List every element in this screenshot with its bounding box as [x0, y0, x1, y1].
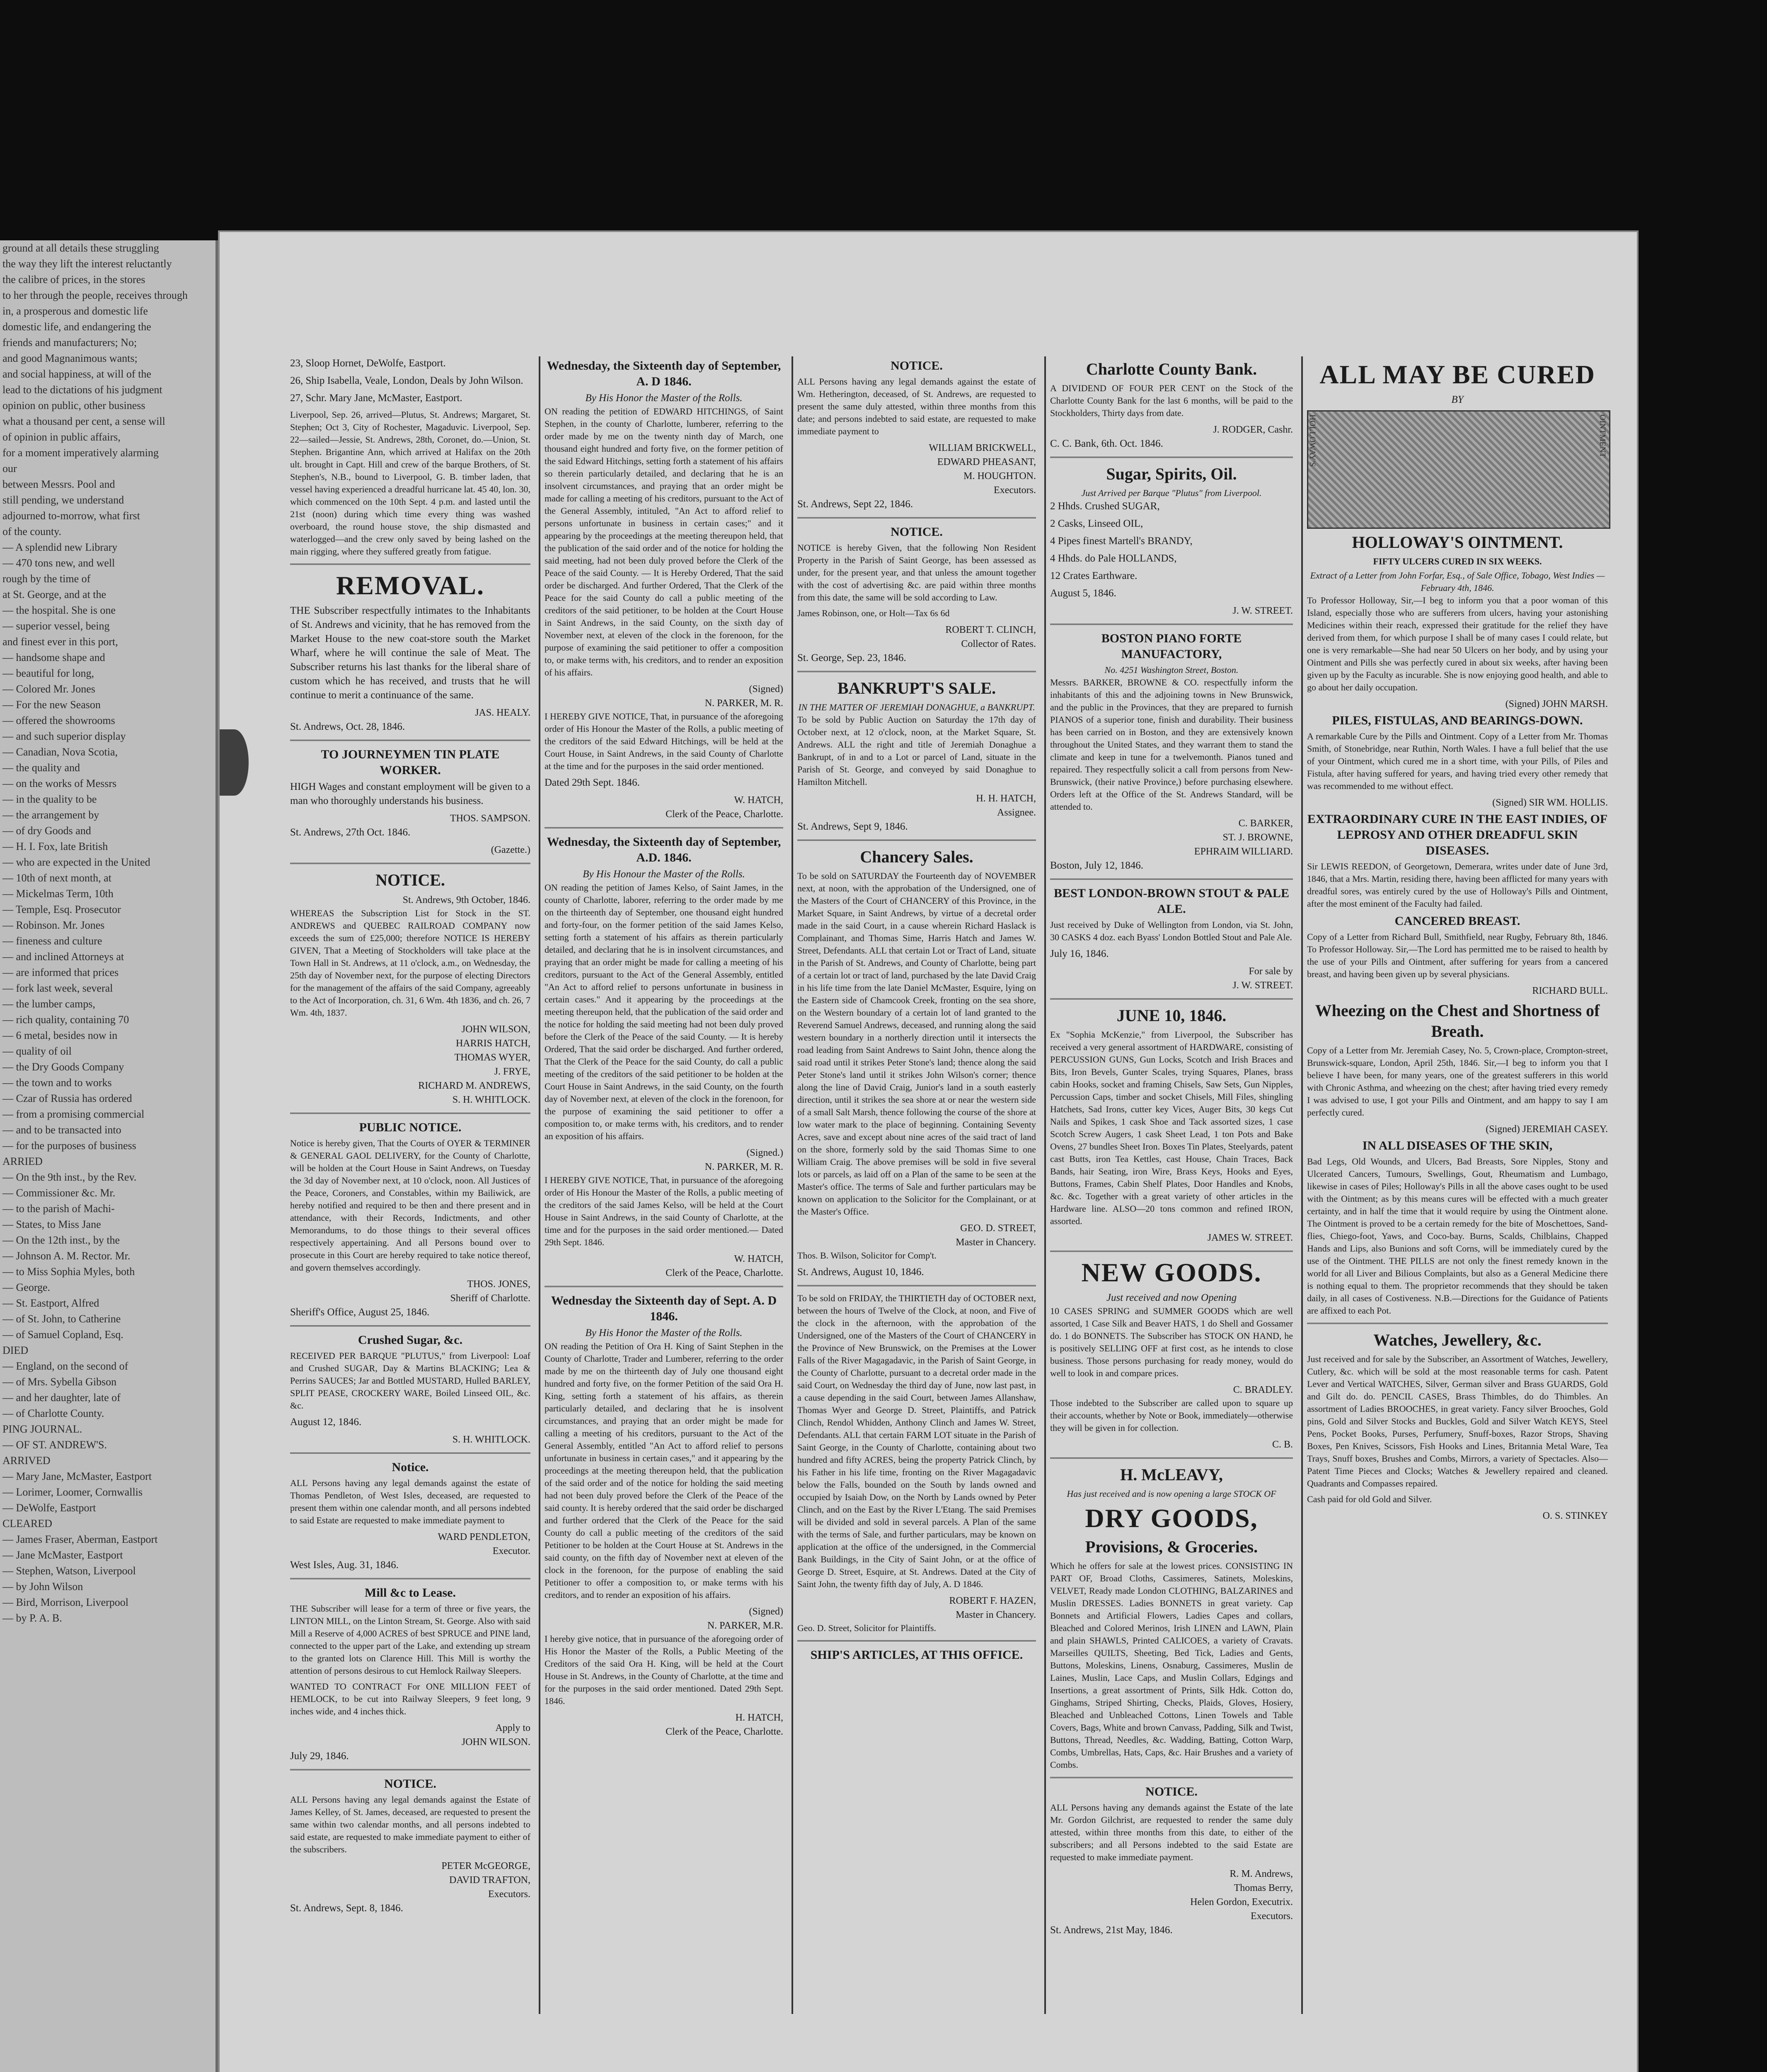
king-order-by: By His Honor the Master of the Rolls.: [585, 1327, 743, 1339]
tin-plate-title: TO JOURNEYMEN TIN PLATE WORKER.: [321, 748, 500, 777]
new-goods-subtitle: Just received and now Opening: [1106, 1292, 1237, 1303]
divider: [797, 1640, 1036, 1641]
left-fragment-line: still pending, we understand: [2, 494, 124, 506]
rates-notice-body: NOTICE is hereby Given, that the following Non Resident Property in the Parish of Saint George, has been assessed as under, for the present year, and that unless the amount together with the cost of advertising &c. are paid within three months from this date, the same will be sold according to Law.: [797, 542, 1036, 603]
divider: [290, 740, 530, 741]
railroad-signer: RICHARD M. ANDREWS,: [418, 1080, 530, 1091]
left-fragment-line: — 470 tons new, and well: [2, 557, 115, 569]
railroad-signer: J. FRYE,: [494, 1066, 530, 1077]
hetherington-dateline: St. Andrews, Sept 22, 1846.: [797, 499, 913, 510]
chancery-role: Master in Chancery.: [956, 1237, 1036, 1248]
left-fragment-line: — Jane McMaster, Eastport: [2, 1549, 123, 1561]
left-fragment-line: — DeWolfe, Eastport: [2, 1502, 96, 1514]
rates-notice-item: James Robinson, one, or Holt—Tax 6s 6d: [797, 608, 950, 618]
holloway-heading-leprosy: EXTRAORDINARY CURE IN THE EAST INDIES, OF LEPROSY AND OTHER DREADFUL SKIN DISEASES.: [1307, 812, 1608, 857]
stout-signature: J. W. STREET.: [1232, 980, 1293, 991]
piano-signer: ST. J. BROWNE,: [1222, 832, 1293, 843]
hetherington-role: Executors.: [994, 485, 1036, 496]
left-fragment-line: — Stephen, Watson, Liverpool: [2, 1565, 136, 1577]
ships-articles-footer: SHIP'S ARTICLES, AT THIS OFFICE.: [810, 1648, 1023, 1662]
railroad-notice-body: WHEREAS the Subscription List for Stock in the ST. ANDREWS and QUEBEC RAILROAD COMPANY now exceeds the sum of £25,000; therefore NOTICE IS HEREBY GIVEN, That a Meeting of Stockholders will take place at the Town Hall in St. Andrews, at 11 o'clock, a.m., on Wednesday, the 25th day of November next, for the purpose of electing Directors for the management of the affairs of the said Company, agreeably to the Act of Incorporation, ch. 31, 6 Wm. 4th 1836, and ch. 26, 7 Wm. 4th, 1837.: [290, 908, 530, 1018]
hitchings-order-body: ON reading the petition of EDWARD HITCHINGS, of Saint Stephen, in the county of Charlotte, lumberer, referring to the order made by me on the twenty ninth day of March, one thousand eight hundred and forty five, on the former petition of the said Edward Hitchings, setting forth a statement of his affairs so therein particularly detailed, and declaring that he is an insolvent circumstances, and praying that an order might be made for calling a meeting of his creditors, pursuant to the Act of the General Assembly, intituled, "An Act to afford relief to persons unfortunate in business in certain cases;" and it appearing by the proceedings at the meeting thereupon held, that the publication of the said order and of the notice for holding the said meeting, had not been duly proved before the Clerk of the Peace of the said County. — It is Hereby Ordered, That the said order be discharged. And further Ordered, That the Clerk of the Peace for the said County do call a public meeting of the creditors of the said petitioner, to be holden at the Court House in Saint Andrews, in the said County, on the sixth day of November next, at eleven of the clock in the forenoon, for the purpose of examining the said petitioner to offer a composition to, or make terms with, his creditors, and to render an exposition of his affairs.: [545, 406, 783, 678]
holloway-signature: (Signed) JOHN MARSH.: [1505, 699, 1608, 709]
new-goods-initials: C. B.: [1272, 1439, 1293, 1450]
bankrupt-sale-dateline: St. Andrews, Sept 9, 1846.: [797, 821, 908, 832]
west-isles-notice-body: ALL Persons having any legal demands against the estate of Thomas Pendleton, of West Isles, deceased, are requested to present them within one calendar month, and all persons indebted to said Estate are requested to make immediate payment to: [290, 1478, 530, 1525]
bank-signature: J. RODGER, Cashr.: [1213, 424, 1293, 435]
left-fragment-line: — Temple, Esq. Prosecutor: [2, 903, 121, 915]
left-fragment-line: — the hospital. She is one: [2, 604, 116, 616]
king-order-signature: N. PARKER, M.R.: [707, 1620, 783, 1631]
mill-to-lease-dateline: July 29, 1846.: [290, 1750, 349, 1762]
crushed-sugar-dateline: August 12, 1846.: [290, 1416, 362, 1428]
holloway-heading: HOLLOWAY'S OINTMENT.: [1352, 533, 1563, 552]
left-fragment-line: domestic life, and endangering the: [2, 321, 151, 333]
left-fragment-line: ground at all details these struggling: [2, 242, 159, 254]
rates-notice-title: NOTICE.: [891, 525, 943, 539]
left-fragment-line: — in the quality to be: [2, 793, 97, 805]
hetherington-signer: EDWARD PHEASANT,: [937, 457, 1036, 467]
public-notice-title: PUBLIC NOTICE.: [359, 1121, 462, 1134]
piano-title: BOSTON PIANO FORTE MANUFACTORY,: [1101, 632, 1242, 661]
mill-to-lease-body: THE Subscriber will lease for a term of three or five years, the LINTON MILL, on the Linton Stream, St. George. Also with said Mill a Reserve of 4,000 ACRES of best SPRUCE and PINE land, connected to the upper part of the Lake, and extending up stream to the granted lots on Clarence Hill. This Mill is worthy the attention of persons desirous to cut Hemlock Railway Sleepers.: [290, 1603, 530, 1676]
left-fragment-line: — On the 9th inst., by the Rev.: [2, 1171, 137, 1183]
hitchings-order-title: Wednesday, the Sixteenth day of September, A. D 1846.: [547, 359, 781, 388]
tin-plate-dateline: St. Andrews, 27th Oct. 1846.: [290, 827, 411, 838]
left-fragment-line: — from a promising commercial: [2, 1108, 145, 1120]
left-fragment-line: — For the new Season: [2, 699, 101, 711]
king-notice-body: I hereby give notice, that in pursuance of the aforegoing order of His Honor the Master of the Rolls, a Public Meeting of the Creditors of the said Ora H. King, will be held at the Court House in St. Andrews, in the County of Charlotte, at the time and for the purposes in the said order mentioned. Dated 29th Sept. 1846.: [545, 1634, 783, 1706]
hitchings-notice-dateline: Dated 29th Sept. 1846.: [545, 777, 640, 788]
railroad-signer: THOMAS WYER,: [454, 1052, 530, 1063]
left-fragment-line: — superior vessel, being: [2, 620, 110, 632]
left-fragment-line: — on the works of Messrs: [2, 777, 117, 789]
kelley-notice-role: Executors.: [488, 1889, 530, 1900]
hetherington-signer: WILLIAM BRICKWELL,: [929, 443, 1036, 453]
new-goods-body: 10 CASES SPRING and SUMMER GOODS which are well assorted, 1 Case Silk and Beaver HATS, 1 do Shell and Gossamer do. 1 do BONNETS. The Subscriber has STOCK ON HAND, he is positively SELLING OFF at first cost, as he intends to close business. Those persons purchasing for ready money, would do well to look in and compare prices.: [1050, 1306, 1293, 1378]
kelso-order-title: Wednesday, the Sixteenth day of September, A.D. 1846.: [547, 835, 781, 864]
divider: [1050, 1457, 1293, 1459]
sugar-signature: J. W. STREET.: [1232, 605, 1293, 616]
left-fragment-line: at St. George, and at the: [2, 588, 107, 600]
divider: [1050, 998, 1293, 1000]
left-fragment-line: — for the purposes of business: [2, 1140, 136, 1152]
bank-dateline: C. C. Bank, 6th. Oct. 1846.: [1050, 438, 1163, 449]
holloway-side-label-right: OINTMENT: [1598, 414, 1607, 458]
gilchrist-signer: R. M. Andrews,: [1230, 1869, 1293, 1879]
chancery-sales-body-2: To be sold on FRIDAY, the THIRTIETH day of OCTOBER next, between the hours of Twelve of the Clock, at noon, and Five of the clock in the afternoon, with the approbation of the Undersigned, one of the Masters of the Court of CHANCERY in the Province of New Brunswick, on the Premises at the Lower Falls of the River Magagadavic, in the Parish of Saint George, in the County of Charlotte, pursuant to a decretal order made in the said Court, on Wednesday the third day of June, now last past, in a cause depending in the said Court, between James Allanshaw, Thomas Wyer and George D. Street, Plaintiffs, and Patrick Clinch, Rendol Whidden, Anthony Clinch and James W. Street, Defendants. ALL that certain FARM LOT situate in the Parish of Saint George, in the County of Charlotte, containing about two hundred and fifty ACRES, being the property Patrick Clinch, by his Father in his life time, fronting on the River Magagadavic below the Falls, bounded on the South by lands owned and occupied by Isaiah Dow, on the North by Lands owned by Peter Clinch, and on the East by the River L'Etang. The said Premises will be divided and sold in several parcels. A Plan of the same with the terms of Sale, and further particulars, may be known on application at the office of the undersigned, in the Commercial Bank Buildings, in the City of Saint John, or at the office of George D. Street, Esquire, at St. Andrews. Dated at the City of Saint John, the twenty fifth day of July, A. D 1846.: [797, 1293, 1036, 1589]
left-fragment-line: — of Mrs. Sybella Gibson: [2, 1376, 117, 1388]
tin-plate-body: HIGH Wages and constant employment will be given to a man who thoroughly understands his business.: [290, 781, 530, 806]
hardware-title: JUNE 10, 1846.: [1116, 1006, 1227, 1025]
divider: [290, 863, 530, 864]
left-fragment-line: — Bird, Morrison, Liverpool: [2, 1596, 129, 1608]
left-fragment-line: CLEARED: [2, 1518, 52, 1530]
kelley-notice-signer: DAVID TRAFTON,: [449, 1875, 530, 1886]
piano-dateline: Boston, July 12, 1846.: [1050, 860, 1144, 871]
left-fragment-line: — Lorimer, Loomer, Cornwallis: [2, 1486, 143, 1498]
hetherington-notice-title: NOTICE.: [891, 359, 943, 373]
left-fragment-line: the calibre of prices, in the stores: [2, 274, 145, 286]
left-fragment-line: — George.: [2, 1281, 51, 1293]
holloway-heading-wheezing: Wheezing on the Chest and Shortness of Breath.: [1315, 1001, 1600, 1041]
mill-to-lease-wanted: WANTED TO CONTRACT For ONE MILLION FEET of HEMLOCK, to be cut into Railway Sleepers, 9 feet long, 9 inches wide, and 4 inches thick.: [290, 1681, 530, 1716]
chancery-signature: GEO. D. STREET,: [960, 1223, 1036, 1234]
bank-body: A DIVIDEND OF FOUR PER CENT on the Stock of the Charlotte County Bank for the last 6 months, will be paid to the Stockholders, Thirty days from date.: [1050, 383, 1293, 418]
sugar-item: 2 Casks, Linseed OIL,: [1050, 518, 1143, 529]
mill-to-lease-title: Mill &c to Lease.: [365, 1586, 456, 1600]
piano-signer: EPHRAIM WILLIARD.: [1194, 846, 1293, 857]
chancery-solicitor-2: Geo. D. Street, Solicitor for Plaintiffs.: [797, 1623, 937, 1633]
left-fragment-line: — Commissioner &c. Mr.: [2, 1187, 116, 1199]
gilchrist-dateline: St. Andrews, 21st May, 1846.: [1050, 1924, 1173, 1936]
left-fragment-line: — H. I. Fox, late British: [2, 840, 108, 852]
railroad-signer: HARRIS HATCH,: [455, 1038, 530, 1049]
bankrupt-sale-body: To be sold by Public Auction on Saturday the 17th day of October next, at 12 o'clock, noon, at the Market Square, St. Andrews. ALL the right and title of Jeremiah Donaghue a Bankrupt, of in and to a Lot or parcel of Land, situate in the Parish of St. George, and conveyed by said Donaghue to Hamilton Mitchell.: [797, 714, 1036, 787]
chancery-sales-body: To be sold on SATURDAY the Fourteenth day of NOVEMBER next, at noon, with the approbation of the Undersigned, one of the Masters of the Court of CHANCERY of this Province, in the Market Square, in Saint Andrews, by virtue of a decretal order made in the said Court, in a cause wherein Richard Haslack is Complainant, and Thomas Sime, Harris Hatch and James W. Street, Defendants. ALL that certain Lot or Tract of Land, situate in the Parish of St. Andrews, and County of Charlotte, being part of a certain lot or tract of land, purchased by the late David Craig in his life time from the late Daniel McMaster, Esquire, lying on the Eastern side of Chamcook Creek, fronting on the sea shore, on the Western boundary of a certain lot of land granted to the Reverend Samuel Andrews, deceased, and running along the said western boundary in a northerly direction until it intersects the road leading from Saint Andrews to Saint John, thence along the said road until it strikes Peter Stone's land; thence along the said Peter Stone's land until it strikes John Wilson's corner; thence along the line of David Craig, Junior's land in a south easterly direction, until it strikes the sea shore at or near the western side of a small Salt Marsh, thence following the course of the shore at low water mark to the place of beginning. Containing Seventy Acres, save and except about nine acres of the said tract of land on the shore, formerly sold by the said Thomas Sime to one William Craig. The above premises will be sold in five several lots or parcels, as laid off on a Plan of the same to be seen at the Master's office. The terms of Sale and further particulars may be known on application to the Solicitor for the Complainant, or at the Master's Office.: [797, 871, 1036, 1217]
king-order-title: Wednesday the Sixteenth day of Sept. A. D 1846.: [551, 1294, 777, 1323]
divider: [290, 1113, 530, 1114]
left-fragment-line: adjourned to-morrow, what first: [2, 510, 140, 522]
shipping-news: Liverpool, Sep. 26, arrived—Plutus, St. Andrews; Margaret, St. Stephen; Oct 3, City of Rochester, Magaduvic. Liverpool, Sep. 22—sailed—Jessie, St. Andrews, 28th, Coronet, do.—Union, St. Stephen. Brigantine Ann, which arrived at Halifax on the 20th ult. brought in Capt. Hill and crew of the barque Brothers, of St. Stephen's, N.B., bound to Liverpool, G. B. timber laden, that vessel having experienced a dreadful hurricane lat. 45 40, lon. 30, which commenced on the 10th Sept. 4 p.m. and lasted until the 21st (noon) during which time every thing was washed overboard, the round house stove, the ship dismasted and waterlogged—and the crew only saved by being lashed on the main rigging, where they suffered greatly from fatigue.: [290, 409, 530, 557]
left-fragment-line: and social happiness, at will of the: [2, 368, 151, 380]
chancery-solicitor: Thos. B. Wilson, Solicitor for Comp't.: [797, 1250, 937, 1261]
kelley-notice-body: ALL Persons having any legal demands against the Estate of James Kelley, of St. James, deceased, are requested to present the same within two calendar months, and all persons indebted to said estate, are requested to make immediate payment to either of the subscribers.: [290, 1794, 530, 1854]
left-fragment-line: between Messrs. Pool and: [2, 478, 115, 490]
kelley-notice-title: NOTICE.: [384, 1777, 436, 1791]
divider: [797, 1285, 1036, 1286]
hetherington-signer: M. HOUGHTON.: [963, 471, 1036, 482]
column-1: [286, 356, 535, 2014]
left-fragment-line: — Johnson A. M. Rector. Mr.: [2, 1250, 131, 1262]
king-order-signed: (Signed): [749, 1606, 783, 1617]
watches-body: Just received and for sale by the Subscriber, an Assortment of Watches, Jewellery, Cutlery, &c. which will be sold at the most reasonable terms for cash. Patent Lever and Vertical WATCHES, Silver, German silver and Brass GUARDS, Gold and Gilt do. do. PENCIL CASES, Brass Thimbles, do do Thimbles. An assortment of Ladies BROOCHES, in great variety. Fancy silver Brooches, Gold pins, Gold and Silver Stocks and Buckles, Gold and Silver Watch KEYS, Steel Pens, Pocket Books, Purses, Perfumery, Snuff-boxes, Razor Strops, Shaving Boxes, Pen Knives, Scissors, Fish Hooks and Lines, Britannia Metal Ware, Tea Trays, Snuff boxes, Brushes and Combs, Mirrors, a variety of Spectacles. Also—Patent Time Pieces and Clocks; Watches & Jewellery repaired and cleaned. Quadrants and Compasses repaired.: [1307, 1354, 1608, 1489]
stout-prefix: For sale by: [1249, 966, 1293, 977]
left-fragment-line: — the lumber camps,: [2, 998, 95, 1010]
west-isles-notice-dateline: West Isles, Aug. 31, 1846.: [290, 1559, 399, 1571]
kelso-notice-signature: W. HATCH,: [734, 1254, 783, 1264]
public-notice-dateline: Sheriff's Office, August 25, 1846.: [290, 1307, 430, 1318]
gilchrist-signer: Thomas Berry,: [1234, 1883, 1293, 1893]
divider: [290, 564, 530, 565]
left-fragment-line: — and inclined Attorneys at: [2, 951, 124, 963]
new-goods-signature: C. BRADLEY.: [1233, 1385, 1293, 1395]
divider: [290, 1325, 530, 1326]
left-fragment-line: lead to the dictations of his judgment: [2, 384, 162, 396]
left-fragment-line: of opinion in public affairs,: [2, 431, 121, 443]
left-fragment-line: DIED: [2, 1344, 29, 1356]
bankrupt-sale-title: BANKRUPT'S SALE.: [837, 679, 996, 697]
left-fragment-line: — handsome shape and: [2, 651, 105, 663]
stout-body: Just received by Duke of Wellington from London, via St. John, 30 CASKS 4 doz. each Byass' London Bottled Stout and Pale Ale.: [1050, 920, 1293, 942]
holloway-signature-wheezing: (Signed) JEREMIAH CASEY.: [1486, 1124, 1608, 1135]
left-fragment-line: — by P. A. B.: [2, 1612, 62, 1624]
bankrupt-sale-role: Assignee.: [997, 807, 1036, 818]
crushed-sugar-signature: S. H. WHITLOCK.: [452, 1434, 530, 1445]
tin-plate-source: (Gazette.): [491, 845, 530, 855]
west-isles-notice-role: Executor.: [492, 1546, 530, 1556]
left-fragment-line: — Czar of Russia has ordered: [2, 1092, 132, 1104]
public-notice-body: Notice is hereby given, That the Courts of OYER & TERMINER & GENERAL GAOL DELIVERY, for the County of Charlotte, will be holden at the Court House in Saint Andrews, on Tuesday the 3d day of November next, at 10 o'clock, noon. All Justices of the Peace, Coroners, and Constables, within my Bailiwick, are hereby notified and required to be then and there present and in attendance, with their Records, Indictments, and other Memorandums, to do those things to their several offices respectively appertaining. And all Persons bound over to prosecute in this Court are hereby required to take notice thereof, and govern themselves accordingly.: [290, 1138, 530, 1273]
holloway-body: To Professor Holloway, Sir,—I beg to inform you that a poor woman of this Island, especially those who are sufferers from ulcers, having your astonishing Medicines within their reach, expressed their gratitude for the relief they have derived from them, for which purpose I shall be of many cases I could relate, but one is very remarkable—She had near 50 Ulcers on her body, and by using your Ointment and Pills she was perfectly cured in about six weeks, after having been given up by the Faculty as incurable. She is now enjoying good health, and able to go about her daily occupation.: [1307, 595, 1608, 692]
left-fragment-line: — Colored Mr. Jones: [2, 683, 95, 695]
gilchrist-notice-title: NOTICE.: [1145, 1785, 1198, 1798]
sugar-dateline: August 5, 1846.: [1050, 588, 1116, 599]
bankrupt-sale-subtitle: IN THE MATTER OF JEREMIAH DONAGHUE, a BANKRUPT.: [798, 702, 1035, 712]
left-fragment-line: — quality of oil: [2, 1045, 72, 1057]
left-fragment-line: — of Samuel Copland, Esq.: [2, 1329, 123, 1341]
holloway-signature-cancer: RICHARD BULL.: [1532, 985, 1608, 996]
left-fragment-line: — to Miss Sophia Myles, both: [2, 1266, 135, 1278]
piano-address: No. 4251 Washington Street, Boston.: [1104, 665, 1239, 675]
tin-plate-signature: THOS. SAMPSON.: [450, 813, 530, 824]
left-fragment-line: — States, to Miss Jane: [2, 1218, 101, 1230]
holloway-subheading: FIFTY ULCERS CURED IN SIX WEEKS.: [1373, 556, 1542, 566]
left-fragment-line: PING JOURNAL.: [2, 1423, 82, 1435]
public-notice-signature-role: Sheriff of Charlotte.: [450, 1293, 530, 1304]
divider: [1050, 457, 1293, 458]
removal-dateline: St. Andrews, Oct. 28, 1846.: [290, 721, 405, 732]
removal-signature: JAS. HEALY.: [475, 707, 530, 718]
left-fragment-line: — Canadian, Nova Scotia,: [2, 746, 118, 758]
left-fragment-line: — Mickelmas Term, 10th: [2, 888, 114, 900]
king-notice-role: Clerk of the Peace, Charlotte.: [666, 1726, 783, 1737]
mcleavy-subtitle: Has just received and is now opening a large STOCK OF: [1067, 1489, 1276, 1499]
kelso-order-signed: (Signed.): [746, 1147, 783, 1158]
left-fragment-line: for a moment imperatively alarming: [2, 447, 159, 459]
mcleavy-body: Which he offers for sale at the lowest prices. CONSISTING IN PART OF, Broad Cloths, Cassimeres, Satinets, Moleskins, VELVET, Ready made London CLOTHING, BALZARINES and Muslin DRESSES. Ladies BONNETS in great variety. Cap Bonnets and Artificial Flowers, Ladies Capes and collars, Bleached and Colored Merinos, Irish LINEN and LAWN, Plain and plain SHAWLS, Printed CALICOES, a variety of Cravats. Marseilles QUILTS, Sheeting, Bed Tick, Ladies and Gents, Buttons, Moleskins, Linens, Osnaburg, Cassimeres, Muslin de Laines, Muslin, Lace Caps, and Muslin Collars, Edgings and Insertions, a great assortment of Prints, Silk Hdk. Cotton do, Ginghams, Striped Shirting, Checks, Plaids, Gloves, Hosiery, Bleached and Unbleached Cottons, Linen Towels and Table Covers, Bags, White and brown Canvass, Padding, Silk and Twist, Buttons, Thread, Needles, &c. Wadding, Batting, Cotton Warp, Combs, Umbrellas, Hats, Caps, &c. Hair Brushes and a variety of Combs.: [1050, 1561, 1293, 1770]
kelley-notice-signer: PETER McGEORGE,: [441, 1861, 530, 1871]
hardware-signature: JAMES W. STREET.: [1207, 1232, 1293, 1243]
divider: [290, 1452, 530, 1454]
kelso-order-by: By His Honour the Master of the Rolls.: [583, 869, 745, 880]
rates-notice-role: Collector of Rates.: [961, 639, 1036, 649]
divider: [1050, 879, 1293, 880]
kelley-notice-dateline: St. Andrews, Sept. 8, 1846.: [290, 1903, 403, 1914]
king-order-body: ON reading the Petition of Ora H. King of Saint Stephen in the County of Charlotte, Trader and Lumberer, referring to the order made by me on the thirteenth day of July one thousand eight hundred and forty five, on the former Petition of the said Ora H. King, setting forth a statement of his affairs, as therein particularly detailed, and declaring that he is insolvent circumstances, and praying that an order might be made for calling a meeting of his creditors, pursuant to the Act of the General Assembly, entitled "An Act to afford relief to persons unfortunate in business in certain cases," and it appearing by the proceedings at the meeting thereupon held, that the publication of the said order and of the notice for holding the said meeting had not been duly proved before the Clerk of the Peace of the said county. It is hereby ordered that the said order be discharged and further ordered that the Clerk of the Peace for the said County do call a public meeting of the creditors of the said Petitioner to be holden at the Court House at St. Andrews in the said county, on the fifth day of November next at eleven of the clock in the forenoon, for the purpose of enabling the said Petitioner to offer a composition to, or make terms with his creditors, and to render an exposition of his affairs.: [545, 1341, 783, 1600]
column-2: [539, 356, 787, 2014]
divider: [545, 827, 783, 828]
holloway-side-label-left: HOLLOWAY'S: [1308, 414, 1317, 467]
west-isles-notice-signature: WARD PENDLETON,: [438, 1532, 530, 1542]
left-fragment-line: ARRIED: [2, 1155, 43, 1167]
kelso-order-signature: N. PARKER, M. R.: [704, 1162, 783, 1172]
left-fragment-line: — the arrangement by: [2, 809, 99, 821]
ship-list-item: 27, Schr. Mary Jane, McMaster, Eastport.: [290, 392, 462, 404]
gilchrist-signer: Helen Gordon, Executrix.: [1190, 1897, 1293, 1907]
left-fragment-line: our: [2, 462, 17, 474]
gilchrist-notice-body: ALL Persons having any demands against the Estate of the late Mr. Gordon Gilchrist, are requested to render the same duly attested, within three months from this date, to either of the subscribers; and all Persons indebted to the said Estate are requested to make immediate payment.: [1050, 1802, 1293, 1862]
mcleavy-heading-2: Provisions, & Groceries.: [1085, 1537, 1258, 1556]
left-fragment-line: — Robinson. Mr. Jones: [2, 919, 105, 931]
left-page-fragment: [0, 240, 218, 2072]
left-fragment-line: — offered the showrooms: [2, 714, 115, 726]
railroad-signer: S. H. WHITLOCK.: [452, 1094, 530, 1105]
torn-page-edge: [220, 729, 249, 796]
watches-footer: Cash paid for old Gold and Silver.: [1307, 1494, 1432, 1504]
removal-body: THE Subscriber respectfully intimates to the Inhabitants of St. Andrews and vicinity, that he has removed from the Market House to the new coat-store south the Market Wharf, where he will continue the sale of Meat. The Subscriber returns his last thanks for the liberal share of custom which he has received, and trusts that he will continue to merit a continuance of the same.: [290, 605, 530, 701]
rates-notice-signature: ROBERT T. CLINCH,: [945, 625, 1036, 635]
new-goods-title: NEW GOODS.: [1081, 1258, 1262, 1287]
crushed-sugar-body: RECEIVED PER BARQUE "PLUTUS," from Liverpool: Loaf and Crushed SUGAR, Day & Martins BLACKING; Lea & Perrins SAUCES; Jar and Bottled MUSTARD, Hulled BARLEY, SPLIT PEASE, CROCKERY WARE, Boiled Linseed OIL, &c. &c.: [290, 1351, 530, 1411]
left-fragment-line: and good Magnanimous wants;: [2, 352, 138, 364]
left-fragment-line: — who are expected in the United: [2, 856, 150, 868]
holloway-extract: Extract of a Letter from John Forfar, Esq., of Sale Office, Tobago, West Indies — February 4th, 1846.: [1310, 570, 1605, 593]
piano-body: Messrs. BARKER, BROWNE & CO. respectfully inform the inhabitants of this and the adjoining towns in New Brunswick, and the public in the Provinces, that they are prepared to furnish PIANOS of a superior tone, finish and durability. Their business has been carried on in Boston, and they are extensively known throughout the United States, and they warrant them to stand the climate and keep in tune for a twelvemonth. Pianos tuned and repaired. They respectfully solicit a call from persons from New-Brunswick, (their native Province,) before purchasing elsewhere. Orders left at the Office of the St. Andrews Standard, will be attended to.: [1050, 677, 1293, 812]
gilchrist-role: Executors.: [1251, 1911, 1293, 1922]
left-fragment-line: — James Fraser, Aberman, Eastport: [2, 1533, 158, 1545]
stout-dateline: July 16, 1846.: [1050, 948, 1109, 959]
watches-signature: O. S. STINKEY: [1542, 1510, 1608, 1521]
divider: [797, 840, 1036, 841]
left-fragment-line: — St. Eastport, Alfred: [2, 1297, 99, 1309]
left-fragment-line: and finest ever in this port,: [2, 636, 118, 648]
left-fragment-line: — A splendid new Library: [2, 541, 118, 553]
piano-signer: C. BARKER,: [1238, 818, 1293, 829]
left-fragment-line: — and to be transacted into: [2, 1124, 121, 1136]
sugar-item: 4 Pipes finest Martell's BRANDY,: [1050, 535, 1193, 547]
holloway-body-piles: A remarkable Cure by the Pills and Ointment. Copy of a Letter from Mr. Thomas Smith, of Stonebridge, near Ruthin, North Wales. I have a full belief that the use of your Ointment, which cured me in a short time, with your Pills, of Piles and Fistula, after having suffered for years, and having tried every other remedy that was recommended to me without effect.: [1307, 731, 1608, 791]
sugar-spirits-subtitle: Just Arrived per Barque "Plutus" from Liverpool.: [1081, 488, 1262, 498]
divider: [797, 517, 1036, 518]
holloway-heading-skin: IN ALL DISEASES OF THE SKIN,: [1362, 1139, 1553, 1152]
chancery-signature-2: ROBERT F. HAZEN,: [949, 1595, 1036, 1606]
removal-title: REMOVAL.: [336, 571, 484, 600]
railroad-notice-dateline: St. Andrews, 9th October, 1846.: [402, 895, 530, 905]
hitchings-notice-role: Clerk of the Peace, Charlotte.: [666, 809, 783, 820]
left-fragment-line: — and her daughter, late of: [2, 1392, 121, 1404]
left-fragment-line: — the Dry Goods Company: [2, 1061, 124, 1073]
column-4: [1044, 356, 1297, 2014]
left-fragment-line: — by John Wilson: [2, 1581, 83, 1593]
left-fragment-line: — OF ST. ANDREW'S.: [2, 1439, 107, 1451]
left-fragment-line: the way they lift the interest reluctantly: [2, 258, 172, 270]
king-notice-signature: H. HATCH,: [735, 1712, 783, 1723]
left-fragment-line: ARRIVED: [2, 1455, 51, 1467]
chancery-sales-title: Chancery Sales.: [860, 847, 973, 866]
divider: [1050, 1777, 1293, 1778]
divider: [290, 1769, 530, 1770]
left-fragment-line: rough by the time of: [2, 573, 91, 585]
mill-to-lease-signature: JOHN WILSON.: [461, 1737, 530, 1748]
left-fragment-line: — Mary Jane, McMaster, Eastport: [2, 1470, 152, 1482]
holloway-banner-title: ALL MAY BE CURED: [1319, 360, 1595, 389]
sugar-spirits-title: Sugar, Spirits, Oil.: [1106, 465, 1237, 483]
left-fragment-line: — England, on the second of: [2, 1360, 128, 1372]
left-fragment-line: — the quality and: [2, 762, 80, 774]
left-fragment-line: — beautiful for long,: [2, 667, 94, 679]
ship-list-item: 23, Sloop Hornet, DeWolfe, Eastport.: [290, 358, 446, 369]
left-fragment-line: — and such superior display: [2, 730, 126, 742]
kelso-notice-body: I HEREBY GIVE NOTICE, That, in pursuance of the aforegoing order of His Honour the Master of the Rolls, a public meeting of the creditors of the said James Kelso, will be held at the Court House in Saint Andrews, in the said County of Charlotte, at the time and for the purposes in the said order mentioned.— Dated 29th Sept. 1846.: [545, 1175, 783, 1247]
sugar-item: 12 Crates Earthware.: [1050, 570, 1138, 581]
left-fragment-line: — fork last week, several: [2, 982, 113, 994]
hardware-body: Ex "Sophia McKenzie," from Liverpool, the Subscriber has received a very general assortment of HARDWARE, consisting of PERCUSSION GUNS, Gun Locks, Scotch and Irish Braces and Bits, Iron Bevels, Gunter Scales, trying Squares, Planes, brass cabin Hooks, socket and framing Chisels, Saw Sets, Gun Nipples, Percussion Caps, timber and socket Chisels, Mill Files, shingling Hatchets, Sad Irons, cutter key Vices, Auger Bits, 30 kegs Cut Nails and Spikes, 1 cask Shoe and Tack assorted sizes, 1 case Scotch Screw Augers, 1 cask Sheet Lead, 1 ton Pots and Bake Ovens, 27 bundles Sheet Iron. Boxes Tin Plates, Steelyards, patent cast Butts, iron Tea Kettles, cast House, Chain Traces, Back Bands, hair Seating, iron Wire, Brass Keys, Hooks and Eyes, Buttons, Frames, Cabin Shelf Plates, Door Handles and Knobs, &c. &c. Together with a great variety of other articles in the Hardware line. ALSO—20 tons common and refined IRON, assorted.: [1050, 1029, 1293, 1226]
holloway-engraving-block: [1307, 410, 1608, 529]
holloway-body-cancer: Copy of a Letter from Richard Bull, Smithfield, near Rugby, February 8th, 1846. To Professor Holloway. Sir,—The Lord has permitted me to be raised to health by the use of your Pills and Ointment, after suffering for years from a cancered breast, and having been given up by several physicians.: [1307, 932, 1608, 979]
mcleavy-title: H. McLEAVY,: [1120, 1465, 1223, 1484]
left-fragment-line: — of St. John, to Catherine: [2, 1313, 121, 1325]
holloway-engraving-image: [1307, 410, 1610, 529]
left-fragment-line: — are informed that prices: [2, 966, 119, 978]
newspaper-columns: [286, 356, 1612, 2014]
watches-title: Watches, Jewellery, &c.: [1373, 1331, 1542, 1349]
stout-title: BEST LONDON-BROWN STOUT & PALE ALE.: [1054, 886, 1289, 916]
divider: [797, 671, 1036, 672]
column-3: [792, 356, 1040, 2014]
sugar-item: 4 Hhds. do Pale HOLLANDS,: [1050, 553, 1177, 564]
hitchings-notice-signature: W. HATCH,: [734, 795, 783, 806]
mcleavy-heading: DRY GOODS,: [1085, 1503, 1258, 1533]
holloway-signature-piles: (Signed) SIR WM. HOLLIS.: [1492, 797, 1608, 808]
new-goods-body-2: Those indebted to the Subscriber are called upon to square up their accounts, whether by Note or Book, immediately—otherwise they will be given in for collection.: [1050, 1398, 1293, 1433]
left-fragment-line: what a thousand per cent, a sense will: [2, 415, 165, 427]
chancery-role-2: Master in Chancery.: [956, 1610, 1036, 1620]
left-fragment-line: of the county.: [2, 525, 61, 537]
railroad-signer: JOHN WILSON,: [461, 1024, 530, 1035]
kelso-order-body: ON reading the petition of James Kelso, of Saint James, in the county of Charlotte, laborer, referring to the order made by me on the thirteenth day of September, one thousand eight hundred and forty-four, on the former petition of the said James Kelso, setting forth a statement of his affairs as therein particularly detailed, and declaring that he is in insolvent circumstances, and praying that an order might be made for calling a meeting of his creditors, pursuant to the Act of the General Assembly, entitled "An Act to afford relief to persons unfortunate in business in certain cases." And it appearing by the proceedings at the meeting thereupon held, that the publication of the said order and the notice for holding the said meeting had not been duly proved before the Clerk of the Peace of the said County. — It is hereby Ordered, That the said order be discharged. And further ordered, That the Clerk of the Peace for the said County, do call a public meeting of the creditors of the said petitioner to be holden at the Court House in Saint Andrews, in the said County, on the fourth day of November next, at eleven of the clock in the forenoon, for the purpose of examining the said petitioner to offer a composition to, or make terms with, his creditors, and to render an exposition of his affairs.: [545, 882, 783, 1141]
chancery-dateline: St. Andrews, August 10, 1846.: [797, 1266, 924, 1278]
bankrupt-sale-signature: H. H. HATCH,: [976, 793, 1036, 804]
hetherington-notice-body: ALL Persons having any legal demands against the estate of Wm. Hetherington, deceased, of St. Andrews, are requested to present the same duly attested, within three months from this date; and persons indebted to said estate, are requested to make immediate payment to: [797, 376, 1036, 436]
left-fragment-line: to her through the people, receives through: [2, 289, 188, 301]
left-fragment-line: friends and manufacturers; No;: [2, 336, 137, 349]
left-fragment-line: — rich quality, containing 70: [2, 1014, 129, 1026]
holloway-heading-piles: PILES, FISTULAS, AND BEARINGS-DOWN.: [1332, 714, 1583, 727]
mill-to-lease-apply: Apply to: [495, 1723, 530, 1733]
railroad-notice-title: NOTICE.: [375, 871, 445, 889]
left-fragment-line: — On the 12th inst., by the: [2, 1234, 120, 1246]
hitchings-order-signature: N. PARKER, M. R.: [704, 698, 783, 709]
holloway-body-leprosy: Sir LEWIS REEDON, of Georgetown, Demerara, writes under date of June 3rd, 1846, that a Mrs. Martin, residing there, having been afflicted for many years with dreadful sores, was entirely cured by the use of Holloway's Pills and Ointment, after the most eminent of the Faculty had failed.: [1307, 861, 1608, 909]
sugar-item: 2 Hhds. Crushed SUGAR,: [1050, 501, 1160, 512]
holloway-body-skin: Bad Legs, Old Wounds, and Ulcers, Bad Breasts, Sore Nipples, Stony and Ulcerated Cancers, Tumours, Swellings, Gout, Rheumatism and Lumbago, likewise in cases of Piles; Holloway's Pills in all the above cases ought to be used with the Ointment; as by this means cures will be effected with a much greater certainty, and in half the time that it would require by using the Ointment alone. The Ointment is proved to be a certain remedy for the bite of Moschettoes, Sand-flies, Chiego-foot, Yaws, and Coco-bay. Burns, Scalds, Chilblains, Chapped Hands and Lips, also Bunions and soft Corns, will be immediately cured by the use of the Ointment. THE PILLS are not only the finest remedy known in the world for all Liver and Bilious Complaints, but also as a General Medicine there is nothing equal to them. The proprietor recommends that they should be taken daily, in all cases of Costiveness. N.B.—Directions for the Guidance of Patients are affixed to each Pot.: [1307, 1156, 1608, 1316]
divider: [290, 1578, 530, 1579]
holloway-body-wheezing: Copy of a Letter from Mr. Jeremiah Casey, No. 5, Crown-place, Crompton-street, Brunswick-square, London, April 25th, 1846. Sir,—I beg to inform you that I believe I have been, for many years, one of the greatest sufferers in this world with Chronic Asthma, and wheezing on the chest; after having tried every remedy I was advised to use, I got your Pills and Ointment, and am happy to say I am perfectly cured.: [1307, 1045, 1608, 1118]
hitchings-notice-body: I HEREBY GIVE NOTICE, That, in pursuance of the aforegoing order of His Honour the Master of the Rolls, a public meeting of the creditors of the said Edward Hitchings, will be held at the Court House, in Saint Andrews, in the said County of Charlotte at the time and for the purposes in the said order mentioned.: [545, 711, 783, 771]
left-fragment-line: — fineness and culture: [2, 935, 102, 947]
left-fragment-line: — of dry Goods and: [2, 825, 91, 837]
public-notice-signature: THOS. JONES,: [467, 1279, 530, 1290]
left-fragment-line: — of Charlotte County.: [2, 1407, 104, 1419]
west-isles-notice-title: Notice.: [392, 1460, 429, 1474]
kelso-notice-role: Clerk of the Peace, Charlotte.: [666, 1268, 783, 1278]
holloway-banner-by: BY: [1451, 394, 1464, 405]
left-fragment-line: in, a prosperous and domestic life: [2, 305, 148, 317]
left-fragment-line: — the town and to works: [2, 1077, 112, 1089]
left-fragment-line: — to the parish of Machi-: [2, 1203, 115, 1215]
bank-title: Charlotte County Bank.: [1086, 360, 1257, 378]
column-5: [1301, 356, 1612, 2014]
divider: [1050, 1251, 1293, 1252]
divider: [1050, 624, 1293, 625]
left-fragment-line: — 10th of next month, at: [2, 872, 111, 884]
holloway-heading-cancer: CANCERED BREAST.: [1394, 914, 1520, 928]
left-fragment-line: — 6 metal, besides now in: [2, 1029, 118, 1041]
divider: [545, 1286, 783, 1287]
ship-list-item: 26, Ship Isabella, Veale, London, Deals by John Wilson.: [290, 375, 523, 386]
divider: [1307, 1323, 1608, 1324]
newspaper-page: [220, 232, 1637, 2072]
crushed-sugar-title: Crushed Sugar, &c.: [358, 1333, 463, 1347]
left-fragment-line: opinion on public, other business: [2, 399, 145, 411]
rates-notice-dateline: St. George, Sep. 23, 1846.: [797, 652, 906, 663]
hitchings-order-by: By His Honor the Master of the Rolls.: [585, 392, 743, 404]
hitchings-order-signed: (Signed): [749, 684, 783, 695]
